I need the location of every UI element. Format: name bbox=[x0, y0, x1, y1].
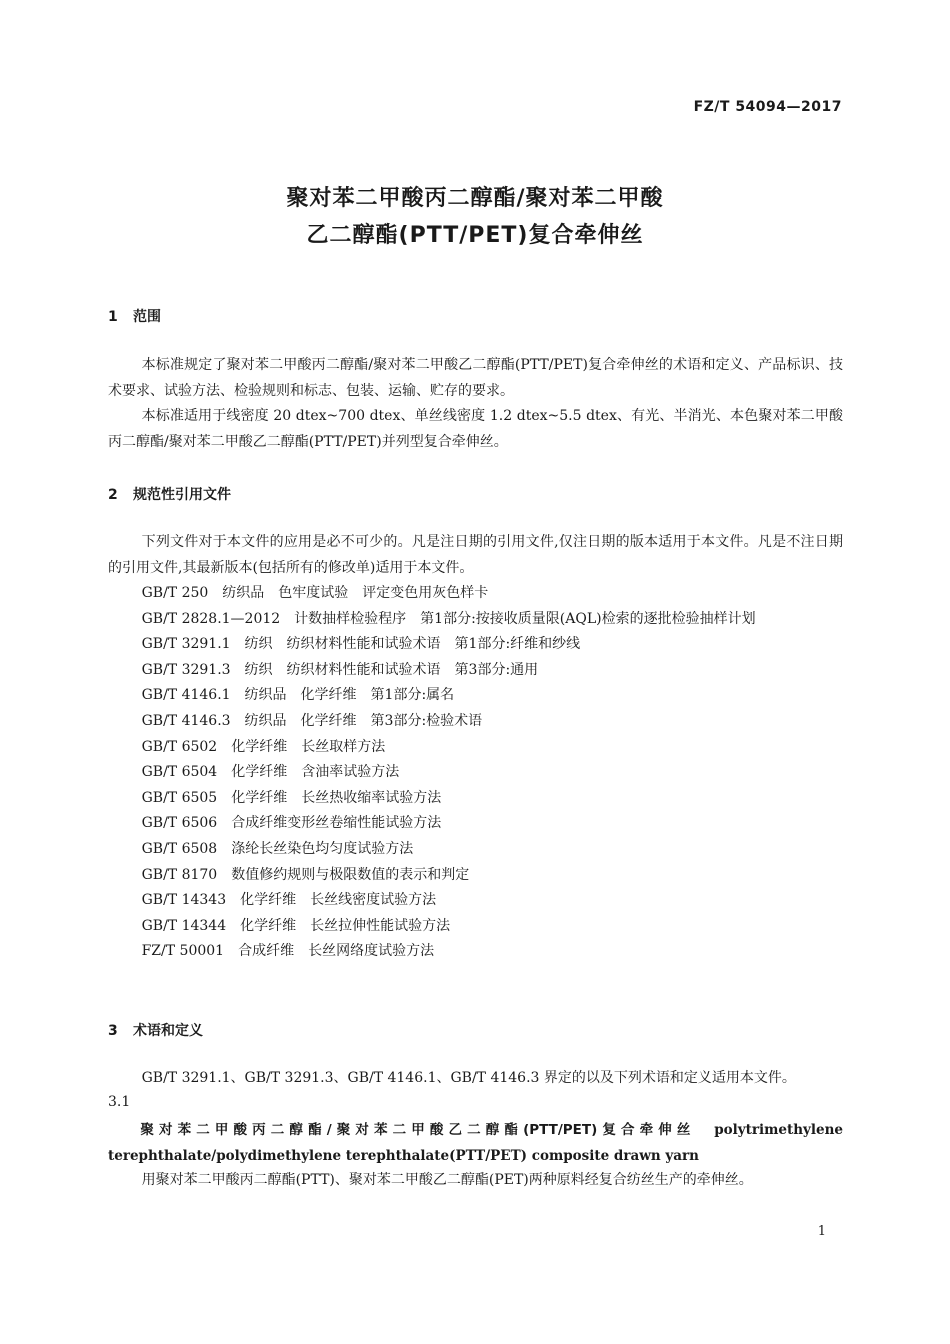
section-title: 范围 bbox=[133, 309, 161, 325]
section-2-heading bbox=[108, 484, 231, 504]
reference-item: GB/T 4146.1 纺织品 化学纤维 第1部分:属名 bbox=[141, 687, 455, 704]
term-number: 3.1 bbox=[108, 1094, 131, 1110]
section-3-heading bbox=[108, 1020, 203, 1040]
reference-item: GB/T 250 纺织品 色牢度试验 评定变色用灰色样卡 bbox=[141, 585, 489, 601]
reference-item: GB/T 6502 化学纤维 长丝取样方法 bbox=[141, 738, 386, 755]
reference-item: GB/T 6506 合成纤维变形丝卷缩性能试验方法 bbox=[141, 815, 442, 832]
page-number: 1 bbox=[817, 1224, 826, 1239]
reference-item: GB/T 8170 数值修约规则与极限数值的表示和判定 bbox=[141, 866, 470, 883]
reference-item: GB/T 3291.3 纺织 纺织材料性能和试验术语 第3部分:通用 bbox=[141, 661, 539, 678]
normative-references-list bbox=[108, 581, 843, 965]
reference-item: GB/T 3291.1 纺织 纺织材料性能和试验术语 第1部分:纤维和纱线 bbox=[141, 636, 581, 653]
section-number: 2 bbox=[108, 487, 118, 503]
term-definition: 用聚对苯二甲酸丙二醇酯(PTT)、聚对苯二甲酸乙二醇酯(PET)两种原料经复合纺丝生产的牵伸丝。 bbox=[141, 1172, 753, 1188]
title-line-2: 乙二醇酯(PTT/PET)复合牵伸丝 bbox=[306, 223, 644, 248]
term-chinese: 聚对苯二甲酸丙二醇酯/聚对苯二甲酸乙二醇酯(PTT/PET)复合牵伸丝 bbox=[140, 1122, 696, 1138]
scope-paragraph-2: 本标准适用于线密度 20 dtex~700 dtex、单丝线密度 1.2 dtex~5.5 dtex、有光、半消光、本色聚对苯二甲酸丙二醇酯/聚对苯二甲酸乙二醇酯(PTT/PET)并列型复合牵伸丝。 bbox=[108, 408, 843, 450]
section-1-heading bbox=[108, 306, 161, 326]
reference-item: GB/T 6504 化学纤维 含油率试验方法 bbox=[141, 764, 400, 781]
document-title bbox=[0, 180, 950, 254]
term-entry bbox=[108, 1117, 843, 1169]
reference-item: GB/T 4146.3 纺织品 化学纤维 第3部分:检验术语 bbox=[141, 712, 483, 729]
standard-code: FZ/T 54094—2017 bbox=[693, 99, 842, 115]
section-title: 术语和定义 bbox=[133, 1023, 203, 1039]
terms-intro: GB/T 3291.1、GB/T 3291.3、GB/T 4146.1、GB/T 4146.3 界定的以及下列术语和定义适用本文件。 bbox=[141, 1070, 796, 1086]
section-number: 1 bbox=[108, 309, 118, 325]
reference-item: GB/T 2828.1—2012 计数抽样检验程序 第1部分:按接收质量限(AQL)检索的逐批检验抽样计划 bbox=[141, 610, 756, 627]
reference-item: GB/T 6505 化学纤维 长丝热收缩率试验方法 bbox=[141, 789, 442, 806]
reference-item: GB/T 14343 化学纤维 长丝线密度试验方法 bbox=[141, 892, 437, 909]
reference-item: GB/T 14344 化学纤维 长丝拉伸性能试验方法 bbox=[141, 917, 451, 934]
section-number: 3 bbox=[108, 1023, 118, 1039]
references-intro: 下列文件对于本文件的应用是必不可少的。凡是注日期的引用文件,仅注日期的版本适用于本文件。凡是不注日期的引用文件,其最新版本(包括所有的修改单)适用于本文件。 bbox=[108, 534, 843, 576]
reference-item: GB/T 6508 涤纶长丝染色均匀度试验方法 bbox=[141, 840, 414, 857]
section-title: 规范性引用文件 bbox=[133, 487, 231, 503]
term-english: polytrimethylene terephthalate/polydimethylene terephthalate(PTT/PET) composite drawn yarn bbox=[108, 1122, 844, 1164]
reference-item: FZ/T 50001 合成纤维 长丝网络度试验方法 bbox=[141, 943, 435, 960]
title-line-1: 聚对苯二甲酸丙二醇酯/聚对苯二甲酸 bbox=[286, 186, 664, 211]
scope-paragraph-1: 本标准规定了聚对苯二甲酸丙二醇酯/聚对苯二甲酸乙二醇酯(PTT/PET)复合牵伸丝的术语和定义、产品标识、技术要求、试验方法、检验规则和标志、包装、运输、贮存的要求。 bbox=[108, 357, 843, 399]
